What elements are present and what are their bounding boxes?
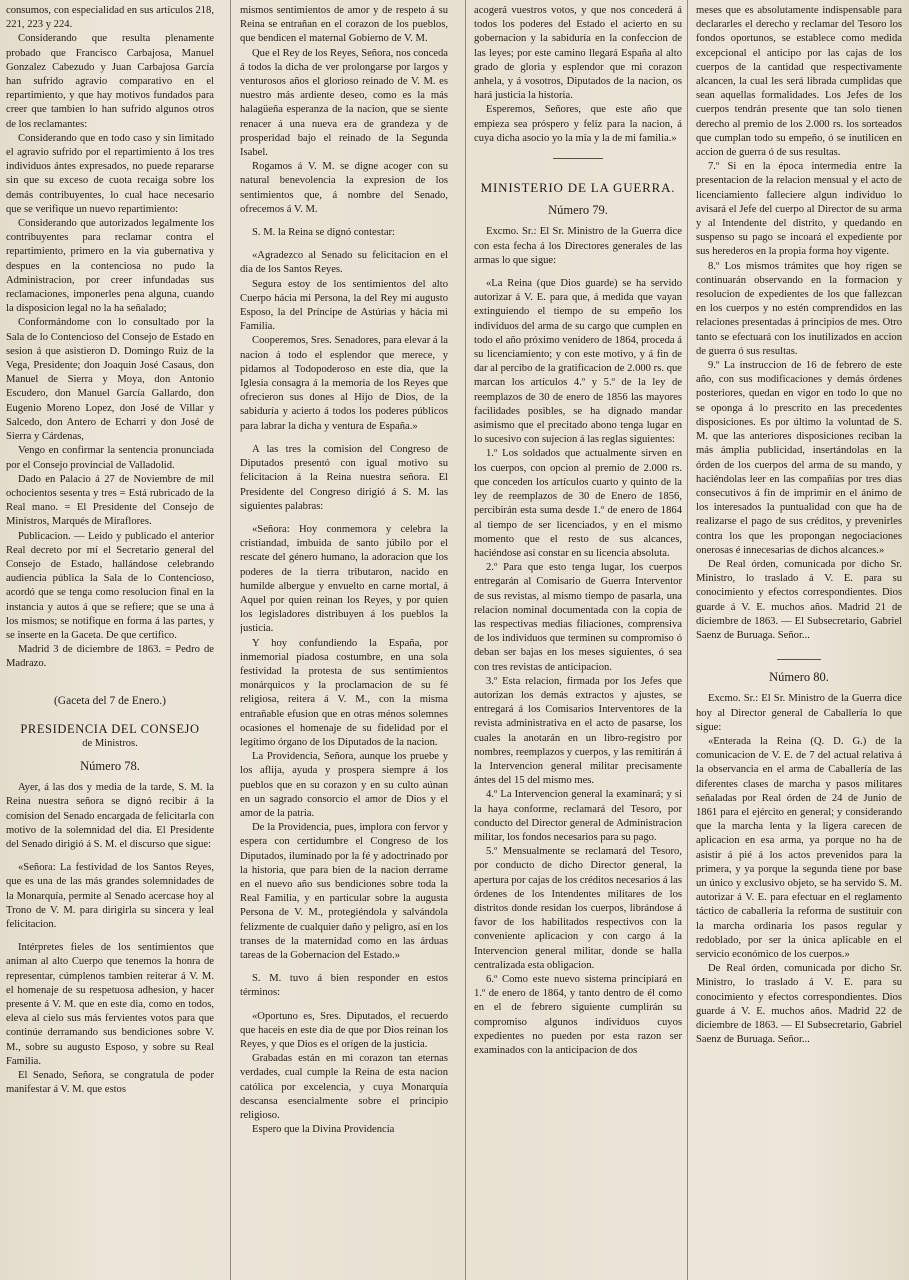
column-rule [687,0,688,1280]
paragraph: Publicacion. — Leido y publicado el anterior Real decreto por mí el Secretario general del Consejo de Estado, hallándose celebrando audiencia pública la Sala de lo Contencioso, acordó que se tenga como resolucion final en la instancia y autos á que se refiere; que se una á los mismos; se notifique en forma á las partes, y se inserte en la Gaceta. De que certifico. [6,530,214,641]
paragraph: Ayer, á las dos y media de la tarde, S. M. la Reina nuestra señora se dignó recibir á la comision del Senado encargada de felicitarla con motivo de la solemnidad del dia. El Presidente del Senado dirigió á S. M. el discurso que sigue: [6,782,214,850]
paragraph: Grabadas están en mi corazon tan eternas verdades, cual cumple la Reina de esta nacion católica por excelencia, y cuya Monarquía descansa esencialmente sobre el principio religioso. [240,1053,448,1122]
paragraph: Rogamos á V. M. se digne acoger con su natural benevolencia la expresion de los sentimientos que, á nombre del Senado, ofrecemos á V. M. [240,161,448,215]
section-title: PRESIDENCIA DEL CONSEJO [20,721,200,736]
paragraph: Cooperemos, Sres. Senadores, para elevar á la nacion á todo el esplendor que merece, y pidamos al Todopoderoso en este dia, que la Iglesia consagra á la memoria de los Reyes que ofrecieron sus dones al Hijo de Dios, de la sabiduría y acierto á todos los poderes públicos para labrar la dicha y ventura de España.» [240,335,448,432]
paragraph: Excmo. Sr.: El Sr. Ministro de la Guerra dice con esta fecha á los Directores generales de las armas lo que sigue: [474,226,682,266]
column-rule [230,0,231,1280]
paragraph: «Señora: Hoy conmemora y celebra la cristiandad, imbuida de santo júbilo por el rescate del género humano, la adoracion que los poderes de la tierra tributaron, nacido en humilde albergue y envuelto en carne mortal, á Aquel por quien reinan los Reyes, y por quien los legisladores distribuyen á los pueblos la justicia. [240,523,448,635]
column-2 [240,4,448,1274]
column-1 [6,4,214,1274]
article-number: Número 79. [548,203,608,218]
paragraph: Intérpretes fieles de los sentimientos que animan al alto Cuerpo que tenemos la honra de representar, cúmplenos tambien reiterar á V. M. el homenaje de su respetuosa adhesion, y hacer presente á V. M. que en este dia, como en todos, eleva al cielo sus más fervientes votos para que continúe derramando sus bendiciones sobre V. M., sobre su augusto Esposo, y sobre su Real Familia. [6,942,214,1067]
list-item: 7.º Si en la época intermedia entre la presentacion de la relacion mensual y el acto de licenciamiento falleciere algun individuo lo avisará el Jefe del cuerpo al Director de su arma y al Intendente del distrito, y quedando en suspenso su pago se incoará el expediente por sus herederos en la propia forma hoy vigente. [696,161,902,258]
paragraph: Madrid 3 de diciembre de 1863. = Pedro de Madrazo. [6,644,214,670]
list-item: 3.º Esta relacion, firmada por los Jefes que autorizan los demás extractos y ajustes, se entregará á los Comisarios Interventores de la revista administrativa en el acto de pasarse, los cuales la anotarán en un libro-registro por nombres, reemplazos y cuerpos, y las remitirán á la Intervencion general militar precisamente ántes del 15 del mismo mes. [474,675,682,787]
paragraph: «Agradezco al Senado su felicitacion en el dia de los Santos Reyes. [240,250,448,276]
reply-intro: S. M. tuvo á bien responder en estos términos: [240,973,448,999]
paragraph: A las tres la comision del Congreso de Diputados presentó con igual motivo su felicitacion á la Reina nuestra señora. El Presidente del Congreso dirigió á S. M. las siguientes palabras: [240,443,448,512]
column-4 [696,4,902,1274]
paragraph: De Real órden, comunicada por dicho Sr. Ministro, lo traslado á V. E. para su conocimiento y efectos correspondientes. Dios guarde á V. E. muchos años. Madrid 21 de diciembre de 1863. — El Subsecretario, Gabriel Saenz de Buruaga. Señor... [696,558,902,641]
paragraph: «Oportuno es, Sres. Diputados, el recuerdo que haceis en este dia de que por Dios reinan los Reyes, y que Dios es el orígen de la justicia. [240,1010,448,1051]
section-title: MINISTERIO DE LA GUERRA. [480,180,676,196]
paragraph: De Real órden, comunicada por dicho Sr. Ministro, lo traslado á V. E. para su conocimiento y efectos correspondientes. Dios guarde á V. E. muchos años. Madrid 22 de diciembre de 1863. — El Subsecretario, Gabriel Saenz de Buruaga. Señor... [696,963,902,1046]
paragraph: consumos, con especialidad en sus artículos 218, 221, 223 y 224. [6,5,214,31]
gaceta-date-heading: (Gaceta del 7 de Enero.) [53,694,167,707]
paragraph: Dado en Palacio á 27 de Noviembre de mil ochocientos sesenta y tres = Está rubricado de la Real mano. = El Presidente del Consejo de Ministros, Marqués de Miraflores. [6,473,214,528]
list-item: 2.º Para que esto tenga lugar, los cuerpos entregarán al Comisario de Guerra Interventor de sus revistas, al mismo tiempo de pasarla, una relacion nominal documentada con la copia de las respectivas medias filiaciones, comprensiva de los individuos que terminen su compromiso ó deban ser bajas en los meses siguientes, ó sea con tres revistas de anticipacion. [474,562,682,673]
paragraph: Considerando que resulta plenamente probado que Francisco Carbajosa, Manuel Gonzalez Cabezudo y Juan Carbajosa García han sufrido agravio comparativo en el repartimiento, y que hay motivos fundados para creer que tambien lo han sufrido algunos otros de los reclamantes: [6,33,214,130]
paragraph: Conformándome con lo consultado por la Sala de lo Contencioso del Consejo de Estado en sesion á que asistieron D. Domingo Ruiz de la Vega, Presidente; don Joaquin José Casaus, don Manuel de Sierra y Moya, don Antonio Escudero, don Manuel García Gallardo, don Eugenio Moreno Lopez, don José de Villar y Salcedo, don Antero de Echarri y don José de Sierra y Cárdenas, [6,317,214,443]
list-item: 6.º Como este nuevo sistema principiará en 1.º de enero de 1864, y tanto dentro de él como en el de febrero siguiente cumplirán su compromiso algunos individuos cuyos expedientes no pueden por esta razon ser examinados con la anticipacion de dos [474,974,682,1057]
paragraph: Segura estoy de los sentimientos del alto Cuerpo hácia mi Persona, la del Rey mi augusto Esposo, la del Príncipe de Astúrias y hácia mi Familia. [240,278,448,333]
reply-intro: S. M. la Reina se dignó contestar: [252,227,395,239]
article-number: Número 80. [769,670,829,685]
list-item: 5.º Mensualmente se reclamará del Tesoro, por conducto de dicho Director general, la apertura por cajas de los créditos necesarios á las órdenes de los Intendentes militares de los distritos donde residan los cuerpos, librándose á favor de los habilitados respectivos con la conveniente aplicacion y con cargo á la Intervencion general militar, donde se halla centralizada esta obligacion. [474,846,682,971]
list-item: 4.º La Intervencion general la examinará; y si la haya conforme, reclamará del Tesoro, por conducto del Director general de Administracion militar, los fondos necesarios para su pago. [474,789,682,843]
paragraph: «Enterada la Reina (Q. D. G.) de la comunicacion de V. E. de 7 del actual relativa á la observancia en el arma de Caballería de las diferentes clases de marcha y pasos militares señaladas por Real órden de 24 de Junio de 1861 para el ejército en general; y considerando que la marcha lenta y la ligera carecen de aplicacion en esa arma, ya porque no ha de asistir á pié á los actos prevenidos para la primera, y ya porque la segunda tiene por base un único y exclusivo objeto, se ha servido S. M. autorizar á V. E. para efectuar en el reglamento táctico de caballería la reforma de sustituir con la marcha ordinaria los pasos regular y redoblado, por ser la única aplicable en el servicio económico de los cuerpos.» [696,735,902,960]
paragraph: Espero que la Divina Providencia [252,1124,395,1136]
paragraph: Excmo. Sr.: El Sr. Ministro de la Guerra dice hoy al Director general de Caballería lo que sigue: [696,693,902,733]
paragraph: Esperemos, Señores, que este año que empieza sea próspero y feliz para la nacion, á cuya dicha asocio yo la mia y la de mi familia.» [474,104,682,144]
paragraph: De la Providencia, pues, implora con fervor y espera con certidumbre el Congreso de los Diputados, iluminado por la fé y adoctrinado por la historia, que para bien de la nacion derrame en el nuevo año sus bendiciones sobre toda la Real Familia, y en particular sobre la augusta Persona de V. M., protegiéndola y salvándola felizmente de cualquier daño y peligro, así en los transes de la maternidad como en las árduas tareas de la Gobernacion del Estado.» [240,822,448,961]
column-rule [465,0,466,1280]
paragraph: Considerando que autorizados legalmente los contribuyentes para reclamar contra el repartimiento, primero en la via gubernativa y despues en la contenciosa no pudo la Administracion, por creer infundadas sus reclamaciones, imponerles pena alguna, cuando la disposicion legal no la ha señalado; [6,218,214,315]
separator [777,659,821,660]
paragraph: «La Reina (que Dios guarde) se ha servido autorizar á V. E. para que, á medida que vayan extinguiendo el tiempo de su empeño los individuos del arma de su cargo que cumplen en todo el año próximo venidero de 1864, proceda á su licenciamiento; y con este motivo, y á fin de dar al percibo de la gratificacion de 2.000 rs. que marcan los artículos 4.º y 5.º de la ley de reemplazos de 30 de enero de 1856 las mayores facilidades posibles, se ha dignado mandar asimismo que el precitado abono tenga lugar en lo sucesivo con sujecion á las reglas siguientes: [474,278,682,446]
column-3 [474,4,682,1274]
section-subtitle: de Ministros. [82,737,138,749]
paragraph: Que el Rey de los Reyes, Señora, nos conceda á todos la dicha de ver prolongarse por largos y venturosos años el glorioso reinado de V. M. es nuestro más ardiente deseo, como es la más halagüeña esperanza de la nacion, que se siente renacer á una nueva era de grandeza y de prosperidad bajo el reinado de la Segunda Isabel. [240,47,448,159]
paragraph: acogerá vuestros votos, y que nos concederá á todos los poderes del Estado el acierto en su gobernacion y la sabiduría en la confeccion de las leyes; por este camino llegará España al alto grado de gloria y esplendor que mi corazon anhela, y á vosotros, Diputados de la nacion, os hará justicia la historia. [474,5,682,102]
article-number: Número 78. [80,758,140,773]
list-item: 8.º Los mismos trámites que hoy rigen se continuarán observando en la formacion y resolucion de expedientes de los que fallezcan en los cuerpos y no estén comprendidos en las relaciones presentadas á principios de mes. Otro tanto se efectuará con los inutilizados en accion de guerra ó sus resultas. [696,260,902,357]
paragraph: meses que es absolutamente indispensable para declararles el derecho y reclamar del Tesoro los fondos oportunos, se establece como medida excepcional el anticipo por las cajas de los cuerpos de la cantidad que respectivamente alcancen, la cual les será librada cumplidas que sean aquellas formalidades. Los Jefes de los cuerpos tendrán presente que tan solo tienen derecho al premio de los 2.000 rs. los sorteados que cumplan todo su empeño, ó se inutilicen en accion de guerra ó de sus resultas. [696,5,902,159]
paragraph: mismos sentimientos de amor y de respeto á su Reina se entrañan en el corazon de los pueblos, que bendicen el maternal Gobierno de V. M. [240,5,448,45]
list-item: 9.º La instruccion de 16 de febrero de este año, con sus modificaciones y demás órdenes posteriores, quedan en vigor en todo lo que no se oponga á lo prescrito en las precedentes disposiciones. Es por último la voluntad de S. M. que las anteriores disposiciones reciban la más ámplia publicidad, insertándolas en la órden de los cuerpos del arma de su mando, y haciéndolas leer en las compañías por tres dias consecutivos á fin de imprimir en el ánimo de los interesados la puntualidad con que ha de realizarse el pago de sus créditos, y prevenirles contra los que les propongan negociaciones onerosas é innecesarias de dichos alcances.» [696,360,902,556]
paragraph: Vengo en confirmar la sentencia pronunciada por el Consejo provincial de Valladolid. [6,445,214,471]
paragraph: La Providencia, Señora, aunque los pruebe y los aflija, ayuda y prospera siempre á los pueblos que en su corazon y en su culto aúnan en un sagrado consorcio el amor de Dios y el amor de la patria. [240,751,448,819]
paragraph: Y hoy confundiendo la España, por inmemorial piadosa costumbre, en una sola festividad la protesta de sus sentimientos monárquicos y la proclamacion de su fé religiosa, reitera á V. M., con la misma entrañable efusion que en otras ménos solemnes ocasiones el homenaje de su fidelidad por el legítimo órgano de los Diputados de la nacion. [240,637,448,748]
paragraph: El Senado, Señora, se congratula de poder manifestar á V. M. que estos [6,1070,214,1096]
separator [553,158,603,159]
paragraph: «Señora: La festividad de los Santos Reyes, que es una de las más grandes solemnidades de la Monarquía, permite al Senado acercase hoy al Trono de V. M. para dirigirla su sincera y leal felicitacion. [6,862,214,930]
paragraph: Considerando que en todo caso y sin limitado el agravio sufrido por el repartimiento á los tres individuos ántes expresados, no puede repararse sin que su exceso de cuota recaiga sobre los demás contribuyentes, lo cual hace necesario que se verifique un nuevo repartimiento: [6,132,214,215]
list-item: 1.º Los soldados que actualmente sirven en los cuerpos, con opcion al premio de 2.000 rs. que conceden los artículos cuarto y quinto de la ley de reemplazos de 30 de Enero de 1856, percibirán esta suma desde 1.º de enero de 1864 al tiempo de ser licenciados, y en el mismo momento que el resto de sus alcances, haciéndose así constar en su licencia absoluta. [474,448,682,559]
